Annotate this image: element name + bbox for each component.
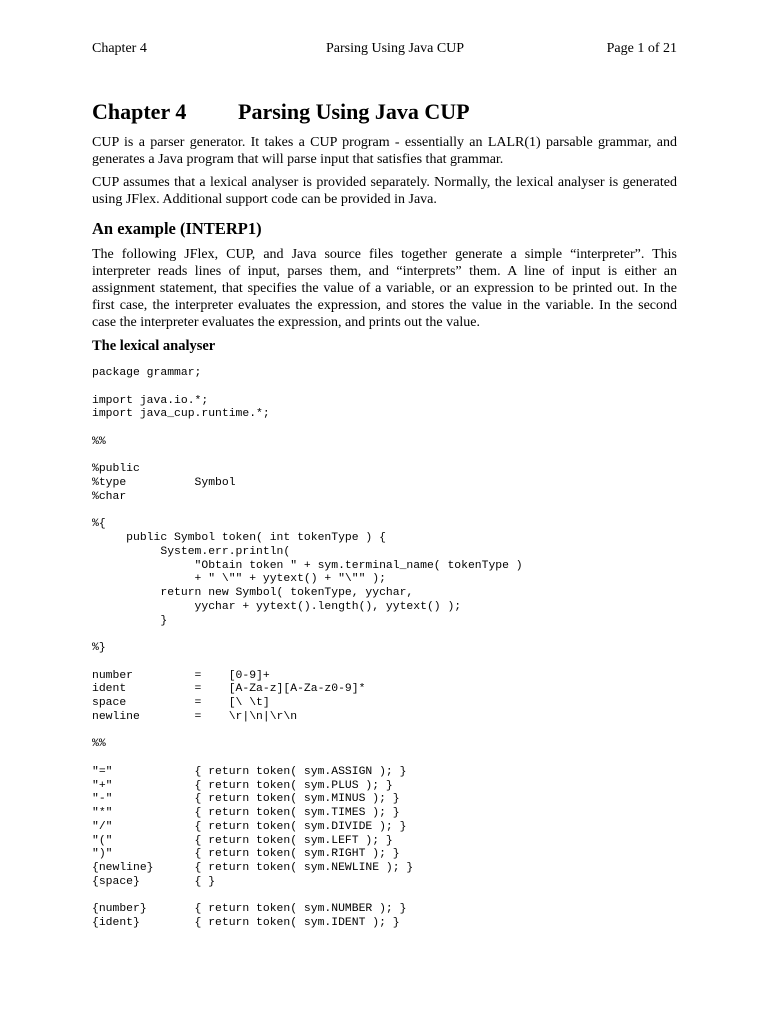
code-line: %type Symbol <box>92 477 236 489</box>
code-line: %public <box>92 463 140 476</box>
code-line: {space} { } <box>92 875 216 888</box>
running-header <box>92 41 677 59</box>
chapter-number: Chapter 4 <box>92 99 187 124</box>
code-line: + " \"" + yytext() + "\"" ); <box>92 573 386 586</box>
intro-paragraph: CUP is a parser generator. It takes a CUP program - essentially an LALR(1) parsable grammar, and generates a Java program that will parse input that satisfies that grammar. <box>92 135 677 167</box>
code-line: return new Symbol( tokenType, yychar, <box>92 587 414 599</box>
code-line: public Symbol token( int tokenType ) { <box>92 532 386 544</box>
code-line: {number} { return token( sym.NUMBER ); } <box>92 903 407 916</box>
code-line: %% <box>92 738 106 751</box>
code-line: import java.io.*; <box>92 394 209 407</box>
code-line: "+" { return token( sym.PLUS ); } <box>92 779 393 792</box>
code-line: space = [\ \t] <box>92 697 270 709</box>
code-line <box>92 890 523 904</box>
code-line: "Obtain token " + sym.terminal_name( tokenType ) <box>92 559 523 572</box>
code-line <box>92 752 523 766</box>
header-title: Parsing Using Java CUP <box>326 41 465 56</box>
code-line <box>92 505 523 519</box>
code-line: %char <box>92 490 127 503</box>
code-line <box>92 725 523 739</box>
chapter-title-text: Parsing Using Java CUP <box>238 99 470 124</box>
code-line: newline = \r|\n|\r\n <box>92 710 298 723</box>
code-line <box>92 422 523 436</box>
code-line: ")" { return token( sym.RIGHT ); } <box>92 848 400 861</box>
example-description-paragraph: The following JFlex, CUP, and Java source files together generate a simple “interpreter”. This interpreter reads lines of input, parses them, and “interprets” them. A line of input is either an assignment statement, that specifies the value of a variable, or an expression to be printed out. In the first case, the interpreter evaluates the expression, and stores the value in the variable. In the second case the interpreter evaluates the expression, and prints out the value. <box>92 247 677 330</box>
code-line <box>92 381 523 395</box>
header-page-number: Page 1 of 21 <box>606 41 677 56</box>
header-chapter: Chapter 4 <box>92 41 147 56</box>
code-line <box>92 628 523 642</box>
code-line: package grammar; <box>92 367 202 379</box>
code-line: ident = [A-Za-z][A-Za-z0-9]* <box>92 683 366 696</box>
subsection-heading: The lexical analyser <box>92 338 216 354</box>
code-listing <box>92 367 523 931</box>
code-line <box>92 656 523 670</box>
code-line: {newline} { return token( sym.NEWLINE ); } <box>92 862 414 874</box>
code-line: "/" { return token( sym.DIVIDE ); } <box>92 820 407 833</box>
code-line: "-" { return token( sym.MINUS ); } <box>92 793 400 806</box>
code-line: %% <box>92 435 106 448</box>
code-line: "*" { return token( sym.TIMES ); } <box>92 807 400 819</box>
code-line: "(" { return token( sym.LEFT ); } <box>92 834 393 847</box>
code-line: {ident} { return token( sym.IDENT ); } <box>92 917 400 929</box>
code-line: } <box>92 614 168 627</box>
code-line <box>92 450 523 464</box>
code-line: %} <box>92 642 106 654</box>
section-heading: An example (INTERP1) <box>92 219 262 238</box>
code-line: System.err.println( <box>92 545 291 558</box>
code-line: %{ <box>92 518 106 531</box>
code-line: yychar + yytext().length(), yytext() ); <box>92 600 462 613</box>
chapter-title <box>92 99 470 125</box>
code-line: number = [0-9]+ <box>92 669 270 682</box>
lexer-assumption-paragraph: CUP assumes that a lexical analyser is provided separately. Normally, the lexical analyser is generated using JFlex. Additional support code can be provided in Java. <box>92 175 677 207</box>
code-line: "=" { return token( sym.ASSIGN ); } <box>92 765 407 778</box>
code-line: import java_cup.runtime.*; <box>92 408 270 421</box>
